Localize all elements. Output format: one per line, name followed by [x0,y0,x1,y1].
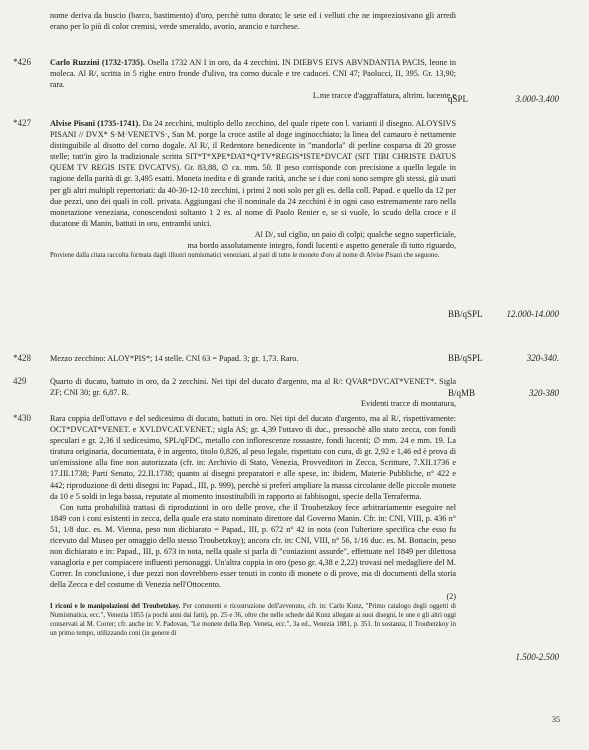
lot-body: Mezzo zecchino: ALOY*PIS*; 14 stelle. CNI 63 = Papad. 3; gr. 1,73. Raro. [50,354,299,363]
footnote-title: I riconi e le manipolazioni del Troubetzkoy. [50,602,181,610]
lot-condition: Evidenti tracce di montatura, [360,399,456,409]
lot-number: *426 [13,57,31,67]
lot-provenance-note: Proviene dalla citata raccolta formata dagli illustri numismatici veneziani, al pari di tutte le monete d'oro al nome di Alvise Pisani che seguono. [50,252,440,260]
lot-grade: B/qMB [448,388,476,398]
lot-body: Quarto di ducato, battuto in oro, da 2 zecchini. Nei tipi del ducato d'argento, ma al R/: QVAR*DVCAT*VENET*. Sigla ZF; CNI 30; gr. 6,87. R. [50,377,456,398]
lot-title: Carlo Ruzzini (1732-1735). [50,58,145,67]
lot-428 [50,353,456,364]
lot-grade: BB/qSPL [448,309,483,319]
lot-number: *430 [13,413,31,423]
lot-429 [50,376,456,409]
lot-condition: Al D/, sul ciglio, un paio di colpi; qualche segno superficiale, [254,229,456,239]
lot-count: (2) [446,591,456,601]
lot-title: Alvise Pisani (1735-1741). [50,119,141,128]
lot-price: 320-340. [526,353,559,363]
lot-grade: qSPL [448,94,469,104]
lot-price: 12.000-14.000 [506,309,559,319]
lot-grade: BB/qSPL [448,353,483,363]
lot-427 [50,118,456,260]
intro-paragraph [50,10,456,32]
footnote-text: Per commenti e ricostruzione dell'avvenuto, cfr. in: Carlo Kunz, "Primo catalogo degli oggetti di Numismatica, ecc.", Venezia 1855 (a pochi anni dai fatti), pp. 25 e 36, oltre che nelle schede dal Kunz allegate ai suoi disegni, le une e gli altri oggi conservati al M. Correr; cfr. anche in: V. Padovan, "Le monete della Rep. Veneta, ecc.", 3a ed., Venezia 1881, p. 351. In sostanza, il Troubetzkoy in un primo tempo, utilizzando coni (in genere di [50,602,457,638]
lot-price: 3.000-3.400 [515,94,559,104]
page-number: 35 [552,715,560,724]
lot-body: Rara coppia dell'ottavo e del sedicesimo di ducato, battuti in oro. Nei tipi del ducato d'argento, ma al R/, rispettivamente: OCT*DVCAT*VENET. e XVI.DVCAT.VENET.; sigla AS; gr. 4,39 l'ottavo di duc., pressochè allo stato zecca, con fondi speculari e gr. 2,36 il sedicesimo, SPL/qFDC, metallo con inflorescenze rossastre, fondi lucenti; ∅ mm. 24 e mm. 19. La tiratura originaria, documentata, è in argento, titolo 0,826, al peso legale, rispettato con cura, di gr. 2,92 e 1,46 ed è prova di un'emissione alla fine non autorizzata (cfr. in: Archivio di Stato, Venezia, Provveditori in Zecca, Scritture, 7.XII.1736 e 17.III.1738; Parti Senato, 22.II.1738; quanto ai disegni preparatori e alle spese, in: ibidem, Materie Pubbliche, n° 422 e 442; riproduzione di detti disegni in: Papad., III, p. 999), perchè si preferì ampliare la massa circolante delle piccole monete da 10 e 5 soldi in lega bassa, reputate al momento insostituibili in rapporto ai fabbisogni, specie della Terraferma. [50,414,456,501]
lot-condition-2: ma bordo assolutamente integro, fondi lucenti e aspetto generale di tutto riguardo, [187,241,456,251]
lot-price: 320-380 [529,388,559,398]
lot-430 [50,413,456,638]
lot-number: 429 [13,376,27,386]
lot-number: *427 [13,118,31,128]
lot-426 [50,57,456,101]
lot-number: *428 [13,353,31,363]
lot-body: Da 24 zecchini, multiplo dello zecchino, del quale ripete con l. varianti il disegno. ALOYSIVS PISANI // DVX* S·M·VENETVS·, San M. porge la croce astile al doge inginocchiato; la linea del camauro è nettamente distinguibile al disotto del corno dogale. Al R/, il Redentore benedicente in "mandorla" di perline cosparsa di 20 grosse stelle; tutt'in giro la tradizionale scritta SIT*T*XPE*DAT*Q*TV*REGIS*ISTE*DVCAT (SIT TIBI CHRISTE DATUS QUEM TV REGIS ISTE DVCATVS). Gr. 83,88, ∅ ca. mm. 50. Il peso corrisponde con precisione a quello legale in ragione della parità di gr. 3,495 esatti. Moneta inedita e di grande rarità, anche se i due coni sono sempre gli stessi, già usati per gli altri multipli repertoriati: da 40-30-12-10 zecchini, i primi 2 noti solo per gli es. della coll. Papad. e quello da 12 per due pezzi, uno dei quali in coll. privata. Aggiungasi che il nominale da 24 zecchini è in ogni caso estremamente raro nella monetazione veneziana, conoscendosi soltanto 1 2 es. al nome di Paolo Renier e, se si vuole, lo scudo della croce e il ducatone di Manin, battuti in oro, entrambi unici. [50,119,456,228]
lot-price: 1.500-2.500 [515,652,559,662]
lot-body: Osella 1732 AN I in oro, da 4 zecchini. IN DIEBVS EIVS ABVNDANTIA PACIS, leone in moleca. Al R/, scritta in 5 righe entro fronde d'ulivo, tra corno ducale e tre caducei. CNI 47; Paolucci, II, 395. Gr. 13,90; rara. [50,58,457,90]
lot-condition: L.me tracce d'aggraffatura, altrim. lucente e [312,91,456,101]
lot-body-2: Con tutta probabilità trattasi di riproduzioni in oro delle prove, che il Troubetzkoy fece arbitrariamente eseguire nel 1849 con i coni esistenti in zecca, della quale era stato nominato direttore dal Governo Manin. Cfr. in: CNI, VIII, p. 436 n° 51, 1/8 duc. es. M. Vienna, peso non dichiarato = Papad., III, p. 672 n° 42 in nota (con l'ulteriore specifica che esso fu ricevuto dal Museo per omaggio dello stesso Troubetzkoy); ancora cfr. in: CNI, VIII, n° 56, 1/16 duc. es. M. Bottacin, peso non dichiarato e in: Papad., III, p. 673 in nota, nella quale si parla di "coniazioni assurde", effettuate nel 1849 per dilettosa vanagloria e per compiacere influenti personaggi. Un'altra coppia in oro (peso gr. 4,38 e 2,22) trovasi nel medagliere del M. Correr. In conclusione, i due pezzi non dovrebbero esser tenuti in conto di monete o di prove, ma di documenti della storia della Zecca e del costume di Venezia nell'Ottocento. [50,502,456,590]
intro-text: nome deriva da buscio (barco, bastimento) d'oro, perchè tutto dorato; le sete ed i velluti che ne impreziosivano gli arredi erano per lo più di color cremisi, verde smeraldo, avorio, arancio e turchese. [50,11,456,32]
